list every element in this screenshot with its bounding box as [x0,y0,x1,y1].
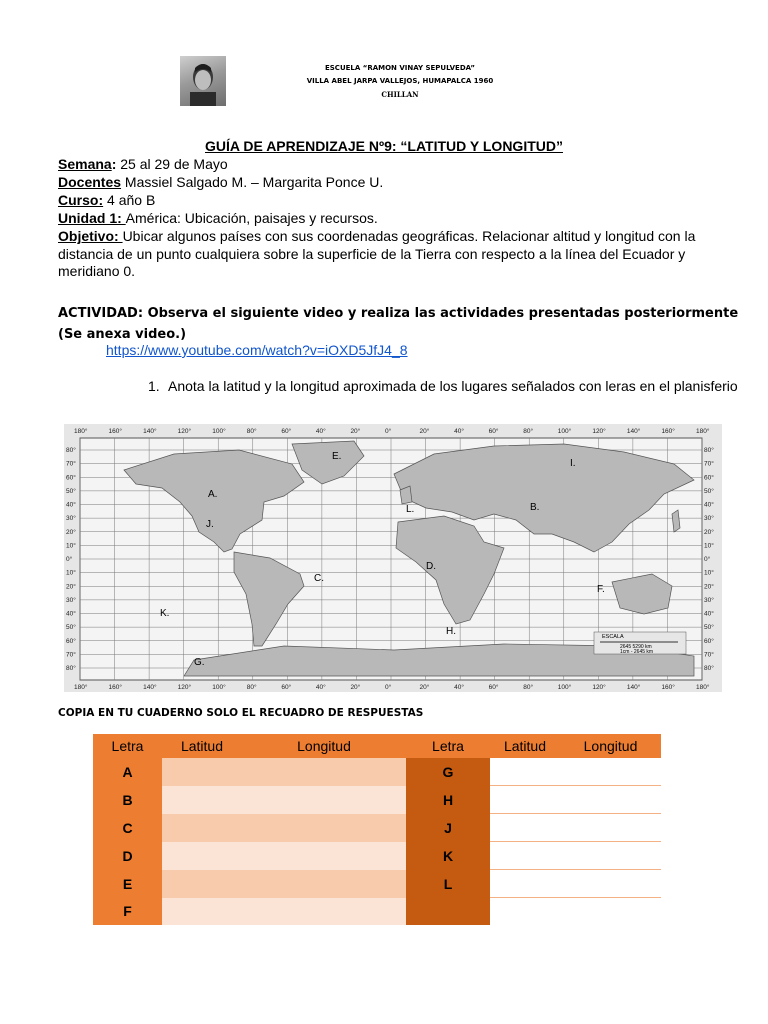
marker-k: K. [160,608,170,619]
video-link[interactable]: https://www.youtube.com/watch?v=iOXD5JfJ4_8 [106,342,408,358]
longitude-tick-label: 0° [385,428,392,435]
letter-cell: B [93,786,162,814]
latitude-tick-label: 40° [704,501,714,509]
letter-cell: K [406,842,490,870]
longitude-tick-label: 100° [212,428,226,435]
letter-cell: C [93,814,162,842]
longitude-tick-label: 160° [661,428,675,435]
longitude-tick-label: 120° [177,428,192,435]
letter-cell: H [406,786,490,814]
longitude-tick-label: 100° [557,684,572,691]
answer-cell[interactable] [490,814,661,842]
header-longitud-2: Longitud [560,734,661,758]
longitude-tick-label: 180° [74,684,88,691]
longitude-tick-label: 180° [696,428,710,435]
answer-cell[interactable] [490,870,661,898]
latitude-tick-label: 30° [704,596,714,604]
info-semana: Semana: 25 al 29 de Mayo [58,156,228,172]
latitude-tick-label: 60° [704,474,714,482]
latitude-tick-label: 20° [66,528,76,536]
letter-cell: L [406,870,490,898]
latitude-tick-label: 60° [66,474,76,482]
latitude-tick-label: 70° [704,460,714,468]
unidad-value: América: Ubicación, paisajes y recursos. [125,210,378,226]
longitude-tick-label: 100° [557,428,572,435]
latitude-tick-label: 70° [66,460,76,468]
latitude-tick-label: 60° [66,637,76,645]
longitude-tick-label: 140° [626,684,641,691]
longitude-tick-label: 20° [419,428,430,435]
latitude-tick-label: 70° [704,651,714,659]
latitude-tick-label: 0° [704,556,711,563]
answer-cell[interactable] [490,842,661,870]
longitude-tick-label: 0° [385,684,392,691]
answer-cell[interactable] [490,786,661,814]
answer-cell[interactable] [490,898,661,926]
longitude-tick-label: 120° [592,684,606,691]
header-longitud-1: Longitud [242,734,406,758]
activity-instructions: ACTIVIDAD: Observa el siguiente video y realiza las actividades presentadas posteriormente (Se anexa video.) [58,306,739,342]
marker-h: H. [446,626,456,637]
latitude-tick-label: 80° [704,665,714,672]
latitude-tick-label: 40° [66,501,76,509]
marker-i: I. [570,458,576,469]
longitude-tick-label: 20° [350,684,361,691]
question-1 [148,377,738,396]
latitude-tick-label: 30° [704,515,714,523]
answer-cell[interactable] [162,842,406,870]
latitude-tick-label: 50° [66,487,76,495]
latitude-tick-label: 50° [704,487,714,495]
answer-cell[interactable] [162,870,406,898]
marker-b: B. [530,502,540,513]
docentes-value: Massiel Salgado M. – Margarita Ponce U. [121,174,384,190]
latitude-tick-label: 60° [704,637,714,645]
marker-g: G. [194,657,205,668]
scale-label: ESCALA [602,634,624,640]
longitude-tick-label: 40° [454,428,464,435]
longitude-tick-label: 60° [488,684,499,691]
latitude-tick-label: 10° [704,569,714,577]
longitude-tick-label: 140° [143,428,157,435]
founder-portrait [180,56,226,106]
letter-cell [406,898,490,926]
answer-cell[interactable] [162,758,406,786]
longitude-tick-label: 160° [661,684,675,691]
objetivo-label: Objetivo: [58,228,123,244]
longitude-tick-label: 180° [74,428,88,435]
longitude-tick-label: 20° [419,684,430,691]
longitude-tick-label: 160° [108,684,123,691]
longitude-tick-label: 120° [592,428,606,435]
question-number: 1. [148,378,160,394]
marker-e: E. [332,451,342,462]
marker-f: F. [597,584,605,595]
curso-label: Curso: [58,192,104,208]
school-address: VILLA ABEL JARPA VALLEJOS, HUMAPALCA 1960 [306,77,494,85]
marker-l: L. [406,504,415,515]
latitude-tick-label: 20° [704,583,714,591]
latitude-tick-label: 0° [66,556,73,563]
answers-header-row [93,734,661,758]
letter-cell: E [93,870,162,898]
letter-cell: F [93,898,162,926]
docentes-label: Docentes [58,174,122,190]
semana-value: 25 al 29 de Mayo [116,156,228,172]
objetivo-value: Ubicar algunos países con sus coordenadas geográficas. Relacionar altitud y longitud con la distancia de un punto cualquiera sobre la superficie de la Tierra con respecto a la línea del Ecuador y meridiano 0. [58,228,696,279]
scale-values: 2645 5290 km [620,644,652,650]
marker-j: J. [206,519,214,530]
marker-d: D. [426,561,436,572]
school-name: ESCUELA “RAMON VINAY SEPULVEDA” [324,64,475,72]
answer-row [93,842,661,870]
latitude-tick-label: 80° [66,447,76,454]
map-scale [594,632,686,655]
world-map [64,424,722,692]
letter-cell: J [406,814,490,842]
answer-row [93,814,661,842]
answer-cell[interactable] [162,814,406,842]
latitude-tick-label: 20° [66,583,76,591]
latitude-tick-label: 20° [704,528,714,536]
longitude-tick-label: 60° [488,428,499,435]
info-docentes [58,174,734,192]
page-title: GUÍA DE APRENDIZAJE Nº9: “LATITUD Y LONGITUD” [205,138,563,154]
longitude-tick-label: 140° [143,684,157,691]
marker-a: A. [208,489,218,500]
question-text: Anota la latitud y la longitud aproximada de los lugares señalados con leras en el planisferio [168,378,738,394]
answers-table [93,734,661,925]
header-latitud-1: Latitud [162,734,242,758]
longitude-tick-label: 60° [281,684,292,691]
header-letra-1: Letra [93,734,162,758]
answer-cell[interactable] [490,758,661,786]
letter-cell: D [93,842,162,870]
latitude-tick-label: 70° [66,651,76,659]
longitude-tick-label: 80° [523,428,534,435]
unidad-label: Unidad 1: [58,210,126,226]
latitude-tick-label: 40° [704,610,714,618]
latitude-tick-label: 80° [704,447,714,454]
longitude-tick-label: 140° [626,428,641,435]
latitude-tick-label: 30° [66,515,76,523]
latitude-tick-label: 50° [704,624,714,632]
semana-label: Semana [58,156,112,172]
latitude-tick-label: 40° [66,610,76,618]
latitude-tick-label: 10° [66,542,76,550]
latitude-tick-label: 30° [66,596,76,604]
school-city: CHILLAN [381,90,419,99]
answer-row [93,898,661,926]
longitude-tick-label: 180° [696,684,710,691]
longitude-tick-label: 120° [177,684,192,691]
longitude-tick-label: 80° [246,684,257,691]
answer-row [93,758,661,786]
info-curso [58,192,734,210]
latitude-tick-label: 80° [66,665,76,672]
longitude-tick-label: 160° [108,428,123,435]
answer-row [93,870,661,898]
latitude-tick-label: 10° [704,542,714,550]
info-objetivo [58,228,734,281]
letter-cell: A [93,758,162,786]
longitude-tick-label: 80° [523,684,534,691]
info-unidad [58,210,734,228]
answer-cell[interactable] [162,786,406,814]
scale-unit: 1cm - 2645 km [620,649,654,655]
latitude-tick-label: 10° [66,569,76,577]
header-latitud-2: Latitud [490,734,560,758]
longitude-tick-label: 100° [212,684,226,691]
longitude-tick-label: 60° [281,428,292,435]
longitude-tick-label: 80° [246,428,257,435]
latitude-tick-label: 50° [66,624,76,632]
marker-c: C. [314,573,324,584]
answer-cell[interactable] [162,898,406,926]
answer-row [93,786,661,814]
letter-cell: G [406,758,490,786]
longitude-tick-label: 20° [350,428,361,435]
header-letra-2: Letra [406,734,490,758]
longitude-tick-label: 40° [315,428,326,435]
answers-section-title: COPIA EN TU CUADERNO SOLO EL RECUADRO DE RESPUESTAS [58,707,424,719]
curso-value: 4 año B [103,192,156,208]
world-map-graphic [64,424,722,692]
longitude-tick-label: 40° [315,684,326,691]
longitude-tick-label: 40° [454,684,464,691]
